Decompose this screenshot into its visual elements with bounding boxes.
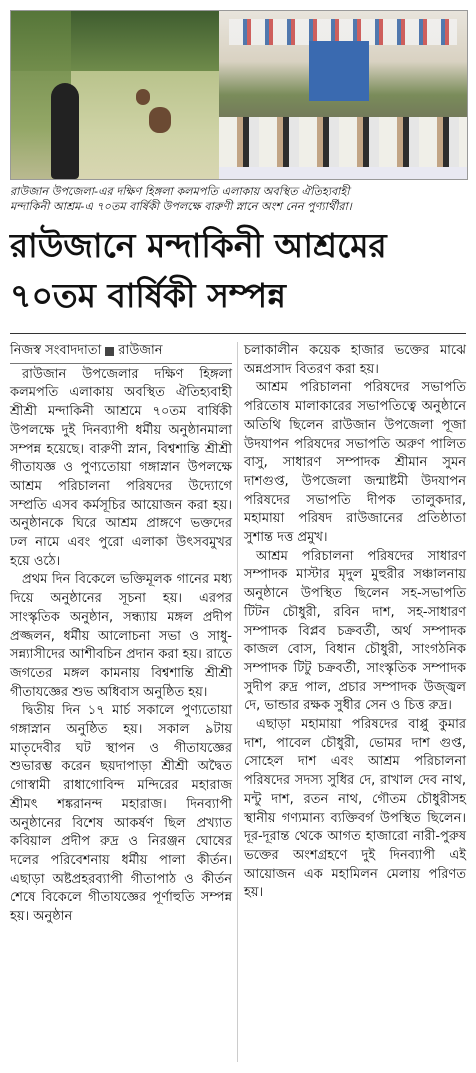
headline-line: রাউজানে মন্দাকিনী আশ্রমের <box>10 226 387 265</box>
photo-person-standing <box>51 83 79 179</box>
caption-line: মন্দাকিনী আশ্রম-এ ৭০তম বার্ষিকী উপলক্ষে বারুণী স্নানে অংশ নেন পুণ্যার্থীরা। <box>10 200 352 213</box>
byline <box>10 342 232 364</box>
photo-caption <box>10 184 466 214</box>
photo-signboard <box>309 41 369 101</box>
article-paragraph: এছাড়া মহামায়া পরিষদের বাপ্পু কুমার দাশ, পাবেল চৌধুরী, ভোমর দাশ গুপ্ত, সোহেল দাশ এবং আশ্রম পরিচালনা পরিষদের সদস্য সুধির দে, রাখাল দেব নাথ, মন্টু দাশ, রতন নাথ, গৌতম চৌধুরীসহ স্থানীয় গণ্যমান্য ব্যক্তিবর্গ উপস্থিত ছিলেন। দূর-দূরান্ত থেকে আগত হাজারো নারী-পুরুষ ভক্তের অংশগ্রহণে দুই দিনব্যাপী এই আয়োজন এক মহামিলন মেলায় পরিণত হয়। <box>244 717 466 901</box>
caption-line: রাউজান উপজেলা-এর দক্ষিণ হিঙ্গলা কলমপতি এলাকায় অবস্থিত ঐতিহ্যবাহী <box>10 185 350 198</box>
byline-reporter: নিজস্ব সংবাদদাতা <box>10 343 102 358</box>
byline-location: রাউজান <box>118 343 163 358</box>
article-paragraph: চলাকালীন কয়েক হাজার ভক্তের মাঝে অন্নপ্রসাদ বিতরণ করা হয়। <box>244 343 466 377</box>
article-paragraph: দ্বিতীয় দিন ১৭ মার্চ সকালে পুণ্যতোয়া গঙ্গাস্নান অনুষ্ঠিত হয়। সকাল ৯টায় মাতৃদেবীর ঘট স্থাপন ও গীতাযজ্ঞের শুভারম্ভ করেন ছয়দাপাড়া শ্রীশ্রী অদ্বৈত গোস্বামী রাধাগোবিন্দ মন্দিরের মহারাজ শ্রীমৎ শঙ্করানন্দ মহারাজ। দিনব্যাপী অনুষ্ঠানের বিশেষ আকর্ষণ ছিল প্রখ্যাত কবিয়াল প্রদীপ রুদ্র ও নিরঞ্জন ঘোষের দলের পরিবেশনায় ধর্মীয় পালা কীর্তন। এছাড়া অষ্টপ্রহরব্যাপী গীতাপাঠ ও কীর্তন শেষে বিকেলে গীতাযজ্ঞের পূর্ণাহুতি সম্পন্ন হয়। অনুষ্ঠান <box>10 703 232 925</box>
photo-stage-guests <box>219 11 467 179</box>
news-photos <box>10 10 468 180</box>
photo-person-bathing <box>149 107 171 133</box>
article-paragraph: আশ্রম পরিচালনা পরিষদের সভাপতি পরিতোষ মালাকারের সভাপতিত্বে অনুষ্ঠানে অতিথি ছিলেন রাউজান উপজেলা পূজা উদযাপন পরিষদের সভাপতি অরুণ পালিত বাসু, সাধারণ সম্পাদক শ্রীমান সুমন দাশগুপ্ত, উপজেলা জন্মাষ্টমী উদযাপন পরিষদের সভাপতি দীপক তালুকদার, মহামায়া পরিষদ রাউজানের প্রতিষ্ঠাতা সুশান্ত দত্ত প্রমুখ। <box>244 380 466 546</box>
article-paragraph: রাউজান উপজেলার দক্ষিণ হিঙ্গলা কলমপতি এলাকায় অবস্থিত ঐতিহ্যবাহী শ্রীশ্রী মন্দাকিনী আশ্রমে ৭০তম বার্ষিকী উপলক্ষে দুই দিনব্যাপী ধর্মীয় অনুষ্ঠানমালা সম্পন্ন হয়েছে। বারুণী স্নান, বিশ্বশান্তি শ্রীশ্রী গীতাযজ্ঞ ও পুণ্যতোয়া গঙ্গাস্নান উপলক্ষে আশ্রম পরিচালনা পরিষদের উদ্যোগে সম্প্রতি এসব কর্মসূচির আয়োজন করা হয়। অনুষ্ঠানকে ঘিরে আশ্রম প্রাঙ্গণে ভক্তদের ঢল নামে এবং পুরো এলাকা উৎসবমুখর হয়ে ওঠে। <box>10 366 232 569</box>
headline-rule <box>10 333 466 334</box>
square-bullet-icon <box>105 347 114 356</box>
article-paragraph: আশ্রম পরিচালনা পরিষদের সাধারণ সম্পাদক মাস্টার মৃদুল মুহুরীর সঞ্চালনায় অনুষ্ঠানে উপস্থিত ছিলেন সহ-সভাপতি টিটন চৌধুরী, রবিন দাশ, সহ-সাধারণ সম্পাদক বিপ্লব চক্রবর্তী, অর্থ সম্পাদক কাজল বোস, বিধান চৌধুরী, সাংগঠনিক সম্পাদক টিটু চক্রবর্তী, সাংস্কৃতিক সম্পাদক সুদীপ রুদ্র পাল, প্রচার সম্পাদক উজ্জ্বল দে, ভান্ডার রক্ষক সুধীর সেন ও চিত্ত রুদ্র। <box>244 548 466 714</box>
column-divider <box>237 342 238 1062</box>
photo-holy-bath <box>11 11 219 179</box>
headline-line: ৭০তম বার্ষিকী সম্পন্ন <box>10 276 286 315</box>
article-column-left <box>10 342 232 927</box>
photo-person-bathing <box>136 89 150 105</box>
article-paragraph: প্রথম দিন বিকেলে ভক্তিমূলক গানের মধ্য দিয়ে অনুষ্ঠানের সূচনা হয়। এরপর সাংস্কৃতিক অনুষ্ঠান, সন্ধ্যায় মঙ্গল প্রদীপ প্রজ্জলন, ধর্মীয় আলোচনা সভা ও সাধু-সন্ন্যাসীদের আশীবচিন প্রদান করা হয়। রাতে জগতের মঙ্গল কামনায় বিশ্বশান্তি শ্রীশ্রী গীতাযজ্ঞের শুভ অধিবাস অনুষ্ঠিত হয়। <box>10 572 232 700</box>
photo-table <box>219 167 467 179</box>
photo-guests-seated <box>219 117 467 169</box>
headline <box>10 221 466 321</box>
article-column-right <box>244 342 466 903</box>
